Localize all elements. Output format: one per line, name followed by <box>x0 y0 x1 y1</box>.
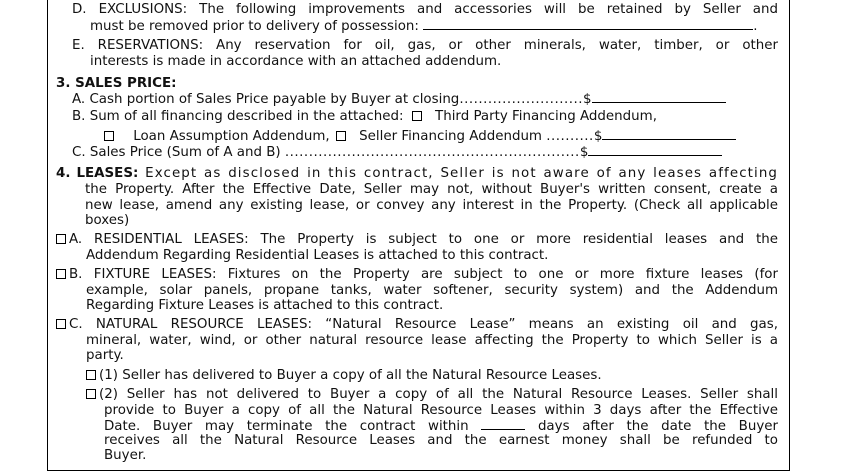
exclusions-line1 <box>72 2 778 18</box>
item-b-label: B. <box>69 267 83 282</box>
dollar-sign: $ <box>579 145 589 160</box>
leases-heading: 4. LEASES: <box>56 166 139 181</box>
fixture-leases-line3: Regarding Fixture Leases is attached to this contract. <box>86 298 444 313</box>
exclusions-text: EXCLUSIONS: The following improvements and accessories will be retained by Seller and <box>98 2 779 17</box>
nr-terminate-text-2: days after the date the Buyer <box>537 419 778 434</box>
nr-not-delivered-checkbox[interactable] <box>86 389 96 399</box>
natural-resource-leases-checkbox[interactable] <box>56 319 66 329</box>
reservations-line1 <box>72 38 778 54</box>
natural-resource-leases-line3: party. <box>86 348 124 363</box>
third-party-financing-label: Third Party Financing Addendum, <box>435 109 657 124</box>
natural-resource-leases-line1 <box>56 317 778 333</box>
reservations-text: RESERVATIONS: Any reservation for oil, gas, or other minerals, water, timber, or other <box>97 38 778 53</box>
loan-assumption-label: Loan Assumption Addendum, <box>133 129 330 144</box>
nr-not-delivered-text: (2) Seller has not delivered to Buyer a copy of all the Natural Resource Leases. Seller shall <box>99 387 778 402</box>
exclusions-period: . <box>753 19 758 34</box>
loan-assumption-checkbox[interactable] <box>104 131 114 141</box>
leases-text-1: Except as disclosed in this contract, Seller is not aware of any leases affecting <box>145 166 779 181</box>
sales-price-b-text: B. Sum of all financing described in the attached: <box>72 109 404 124</box>
nr-delivered-text: (1) Seller has delivered to Buyer a copy of all the Natural Resource Leases. <box>99 368 602 383</box>
fixture-leases-line1 <box>56 267 778 283</box>
sales-price-a <box>72 91 726 108</box>
exclusions-line2 <box>90 18 757 35</box>
nr-option-1 <box>86 368 602 384</box>
leader-dots: .............................................................. <box>284 145 580 160</box>
sales-price-c <box>72 144 722 161</box>
nr-option-2-line2 <box>104 403 778 419</box>
item-c-label: C. <box>69 317 83 332</box>
leader-dots: .......... <box>546 129 594 144</box>
third-party-financing-checkbox[interactable] <box>412 111 422 121</box>
sales-price-b <box>72 109 657 125</box>
fixture-leases-text: FIXTURE LEASES: Fixtures on the Property are subject to one or more fixture leases (for <box>93 267 778 282</box>
leases-text-2: the Property. After the Effective Date, Seller may not, without Buyer's written consent, create a <box>85 182 778 197</box>
dollar-sign: $ <box>593 129 603 144</box>
nr-terminate-text: Date. Buyer may terminate the contract within <box>104 419 469 434</box>
residential-leases-line2: Addendum Regarding Residential Leases is attached to this contract. <box>86 248 549 263</box>
reservations-line2 <box>90 54 501 70</box>
residential-leases-checkbox[interactable] <box>56 234 66 244</box>
item-e-label: E. <box>72 38 85 53</box>
leases-line4: boxes) <box>85 213 130 228</box>
fixture-leases-text-2: example, solar panels, propane tanks, water softener, security system) and the Addendum <box>86 283 778 298</box>
nr-not-delivered-text-2: provide to Buyer a copy of all the Natural Resource Leases within 3 days after the Effective <box>104 403 778 418</box>
fixture-leases-line2 <box>86 283 778 299</box>
termination-days-field[interactable] <box>481 418 525 430</box>
item-a-label: A. <box>69 232 83 247</box>
natural-resource-leases-text: NATURAL RESOURCE LEASES: “Natural Resource Lease” means an existing oil and gas, <box>95 317 778 332</box>
leader-dots: .......................... <box>459 92 583 107</box>
residential-leases-text: RESIDENTIAL LEASES: The Property is subject to one or more residential leases and the <box>94 232 778 247</box>
exclusions-blank[interactable] <box>423 18 753 30</box>
nr-option-2-line5: Buyer. <box>104 448 147 463</box>
financing-amount-field[interactable] <box>602 128 736 140</box>
reservations-text-2: interests is made in accordance with an attached addendum. <box>90 54 502 69</box>
leases-line3 <box>85 198 778 214</box>
natural-resource-leases-line2 <box>86 333 778 349</box>
nr-refund-text: receives all the Natural Resource Leases and the earnest money shall be refunded to <box>104 433 778 448</box>
dollar-sign: $ <box>582 92 592 107</box>
natural-resource-leases-text-2: mineral, water, wind, or other natural resource lease affecting the Property to which Seller is a <box>86 333 778 348</box>
item-d-label: D. <box>72 2 87 17</box>
cash-amount-field[interactable] <box>592 91 726 103</box>
nr-option-2-line1 <box>86 387 778 403</box>
nr-delivered-checkbox[interactable] <box>86 370 96 380</box>
leases-line2 <box>85 182 778 198</box>
seller-financing-checkbox[interactable] <box>336 131 346 141</box>
fixture-leases-checkbox[interactable] <box>56 269 66 279</box>
sales-price-a-text: A. Cash portion of Sales Price payable by Buyer at closing <box>72 92 460 107</box>
sales-price-total-field[interactable] <box>588 144 722 156</box>
sales-price-b-options <box>104 128 736 145</box>
exclusions-text-2: must be removed prior to delivery of possession: <box>90 19 419 34</box>
leases-text-3: new lease, amend any existing lease, or convey any interest in the Property. (Check all applicable <box>85 198 778 213</box>
sales-price-heading: 3. SALES PRICE: <box>56 76 177 91</box>
nr-option-2-line4 <box>104 433 778 449</box>
sales-price-c-text: C. Sales Price (Sum of A and B) <box>72 145 281 160</box>
leases-line1 <box>56 166 778 182</box>
seller-financing-label: Seller Financing Addendum <box>359 129 542 144</box>
residential-leases-line1 <box>56 232 778 248</box>
